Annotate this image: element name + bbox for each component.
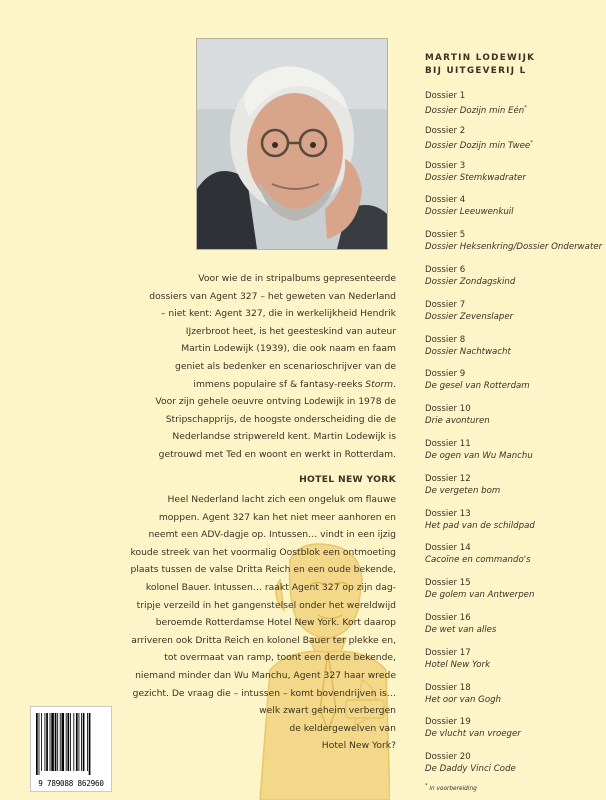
barcode-bar	[36, 713, 38, 775]
dossier-number: Dossier 2	[425, 125, 466, 136]
dossier-title-text: De vergeten bom	[425, 485, 501, 496]
barcode-bar	[70, 713, 71, 771]
bibliography-entry	[425, 647, 605, 682]
dossier-number: Dossier 7	[425, 299, 466, 310]
dossier-number: Dossier 4	[425, 195, 466, 206]
footnote-text: in voorbereiding	[427, 785, 477, 792]
dossier-title	[425, 172, 605, 184]
bio-line: Stripschapprijs, de hoogste onderscheiding die de	[165, 413, 396, 425]
bibliography-entry	[425, 229, 605, 264]
barcode-bar	[66, 713, 67, 771]
dossier-number: Dossier 17	[425, 647, 471, 658]
dossier-title-text: Dossier Nachtwacht	[425, 346, 511, 357]
dossier-number: Dossier 19	[425, 717, 471, 728]
author-portrait-illustration	[197, 39, 387, 249]
dossier-number: Dossier 5	[425, 230, 466, 241]
dossier-number: Dossier 14	[425, 543, 471, 554]
blurb-line: plaats tussen de valse Dritta Reich en een oude bekende,	[130, 564, 396, 576]
dossier-title	[425, 241, 605, 253]
dossier-title-text: Dossier Dozijn min Twee	[425, 140, 531, 151]
blurb-line: kolonel Bauer. Intussen… raakt Agent 327 op zijn dag-	[145, 581, 396, 593]
barcode-bar	[76, 713, 78, 771]
isbn-number: 9 789088 862960	[38, 779, 104, 788]
blurb-line: moppen. Agent 327 kan het niet meer aanhoren en	[158, 511, 396, 523]
bibliography-entry	[425, 403, 605, 438]
dossier-title	[425, 276, 605, 288]
dossier-title	[425, 728, 605, 740]
bibliography-entry	[425, 160, 605, 195]
dossier-title	[425, 659, 605, 671]
barcode-bar	[45, 713, 46, 771]
dossier-title-text: Hotel New York	[425, 659, 491, 670]
barcode-bar	[51, 713, 54, 771]
bio-line: Voor wie de in stripalbums gepresenteerde	[198, 273, 396, 284]
barcode-bar	[60, 713, 61, 771]
bibliography-list	[425, 52, 605, 786]
dossier-number: Dossier 15	[425, 578, 471, 589]
author-photo	[196, 38, 388, 250]
bibliography-entry	[425, 751, 605, 786]
dossier-title-text: Dossier Heksenkring/Dossier Onderwater	[425, 242, 603, 253]
dossier-title	[425, 450, 605, 462]
blurb-line: niemand minder dan Wu Manchu, Agent 327 haar wrede	[135, 669, 396, 681]
bio-line: Voor zijn gehele oeuvre ontving Lodewijk in 1978 de	[155, 396, 396, 408]
barcode-bar	[55, 713, 57, 771]
bibliography-entry	[425, 368, 605, 403]
bio-line: Nederlandse stripwereld kent. Martin Lodewijk is	[172, 431, 396, 443]
dossier-number: Dossier 10	[425, 404, 471, 415]
dossier-title-text: Dossier Zondagskind	[425, 276, 516, 287]
blurb-line: gezicht. De vraag die – intussen – komt bovendrijven is…	[132, 687, 396, 699]
heading-line: MARTIN LODEWIJK	[425, 53, 536, 63]
blurb-line: tripje verzeild in het gangenstelsel onder het wereldwijd	[136, 599, 396, 611]
dossier-title	[425, 311, 605, 323]
dossier-number: Dossier 3	[425, 160, 466, 171]
barcode-bar	[57, 713, 58, 771]
bio-line: getrouwd met Ted en woont en werkt in Rotterdam.	[158, 448, 396, 460]
bio-line: geniet als bedenker en scenarioschrijver van de	[175, 360, 396, 372]
footnote	[425, 783, 477, 792]
dossier-title	[425, 206, 605, 218]
barcode-bar	[67, 713, 69, 771]
bibliography-entry	[425, 473, 605, 508]
bibliography-entry	[425, 508, 605, 543]
blurb-line: Hotel New York?	[321, 740, 396, 752]
dossier-title-text: Dossier Zevenslaper	[425, 311, 514, 322]
dossier-title	[425, 554, 605, 566]
dossier-number: Dossier 16	[425, 612, 471, 623]
blurb-line: koude streek van het voormalig Oostblok een ontmoeting	[130, 546, 396, 558]
bio-punctuation: .	[393, 378, 396, 390]
dossier-number: Dossier 1	[425, 91, 466, 101]
blurb-line: Heel Nederland lacht zich een ongeluk om flauwe	[167, 494, 396, 505]
dossier-number: Dossier 9	[425, 369, 466, 380]
dossier-title-text: De ogen van Wu Manchu	[425, 450, 533, 461]
bibliography-entry	[425, 438, 605, 473]
dossier-number: Dossier 20	[425, 752, 471, 763]
dossier-number: Dossier 13	[425, 508, 471, 519]
dossier-title	[425, 763, 605, 775]
barcode-bar	[46, 713, 48, 771]
series-title: Storm	[365, 378, 394, 390]
album-title: HOTEL NEW YORK	[299, 474, 396, 485]
heading-line: BIJ UITGEVERIJ L	[425, 66, 527, 76]
bibliography-entry	[425, 90, 605, 125]
dossier-title-text: Het oor van Gogh	[425, 694, 501, 705]
bibliography-heading	[425, 52, 605, 78]
bibliography-entry	[425, 334, 605, 369]
bio-line: dossiers van Agent 327 – het geweten van Nederland	[149, 290, 396, 302]
in-preparation-mark: *	[530, 139, 533, 146]
dossier-title-text: De vlucht van vroeger	[425, 729, 521, 740]
barcode-bar	[41, 713, 42, 771]
bibliography-entry	[425, 299, 605, 334]
dossier-title	[425, 137, 605, 152]
dossier-title-text: Dossier Stemkwadrater	[425, 172, 526, 183]
dossier-title	[425, 380, 605, 392]
dossier-title	[425, 624, 605, 636]
dossier-title-text: Dossier Dozijn min Eén	[425, 105, 525, 116]
bibliography-entry	[425, 125, 605, 160]
barcode-bar	[87, 713, 88, 771]
blurb-line: welk zwart geheim verbergen	[259, 705, 396, 717]
blurb-line: beroemde Rotterdamse Hotel New York. Kort daarop	[155, 617, 396, 629]
footnote-mark: *	[425, 783, 428, 789]
album-blurb	[100, 491, 396, 755]
dossier-number: Dossier 12	[425, 473, 471, 484]
dossier-title-text: De Daddy Vinci Code	[425, 764, 516, 775]
dossier-number: Dossier 11	[425, 438, 471, 449]
dossier-title	[425, 102, 605, 117]
bio-line: Martin Lodewijk (1939), die ook naam en faam	[181, 343, 396, 355]
barcode-bar	[89, 713, 91, 775]
bio-line: – niet kent: Agent 327, die in werkelijkheid Hendrik	[160, 308, 396, 320]
barcode-bars	[31, 707, 111, 777]
dossier-title	[425, 415, 605, 427]
bibliography-entry	[425, 612, 605, 647]
bio-text: immens populaire sf & fantasy-reeks	[193, 378, 366, 390]
dossier-title	[425, 520, 605, 532]
bibliography-entry	[425, 716, 605, 751]
dossier-number: Dossier 8	[425, 334, 466, 345]
bibliography-entry	[425, 542, 605, 577]
bibliography-entry	[425, 682, 605, 717]
isbn-barcode	[30, 706, 112, 792]
blurb-line: tot overmaat van ramp, toont een derde bekende,	[164, 652, 396, 664]
barcode-bar	[50, 713, 51, 771]
barcode-bar	[73, 713, 74, 771]
bibliography-entry	[425, 194, 605, 229]
barcode-bar	[62, 713, 65, 771]
bibliography-entry	[425, 577, 605, 612]
in-preparation-mark: *	[524, 105, 527, 111]
barcode-bar	[79, 713, 80, 771]
bibliography-entry	[425, 264, 605, 299]
blurb-line: neemt een ADV-dagje op. Intussen… vindt in een ijzig	[148, 529, 396, 541]
dossier-title	[425, 589, 605, 601]
bio-line	[120, 376, 396, 394]
barcode-bar	[39, 713, 40, 775]
dossier-title-text: Drie avonturen	[425, 416, 490, 427]
dossier-title-text: Dossier Leeuwenkuil	[425, 207, 514, 218]
barcode-bar	[83, 713, 85, 771]
dossier-number: Dossier 6	[425, 264, 466, 275]
barcode-bar	[81, 713, 82, 771]
dossier-title	[425, 346, 605, 358]
dossier-number: Dossier 18	[425, 682, 471, 693]
dossier-title	[425, 485, 605, 497]
blurb-line: de keldergewelven van	[289, 722, 396, 734]
dossier-title-text: Het pad van de schildpad	[425, 520, 535, 531]
dossier-title-text: De gesel van Rotterdam	[425, 381, 530, 392]
blurb-line: arriveren ook Dritta Reich en kolonel Bauer ter plekke en,	[131, 634, 396, 646]
dossier-title	[425, 694, 605, 706]
bio-line: IJzerbroot heet, is het geesteskind van auteur	[185, 325, 396, 337]
bibliography-entries	[425, 90, 605, 786]
author-biography	[120, 270, 396, 464]
dossier-title-text: De wet van alles	[425, 624, 497, 635]
dossier-title-text: Cacoïne en commando's	[425, 555, 531, 566]
dossier-title-text: De golem van Antwerpen	[425, 590, 535, 601]
